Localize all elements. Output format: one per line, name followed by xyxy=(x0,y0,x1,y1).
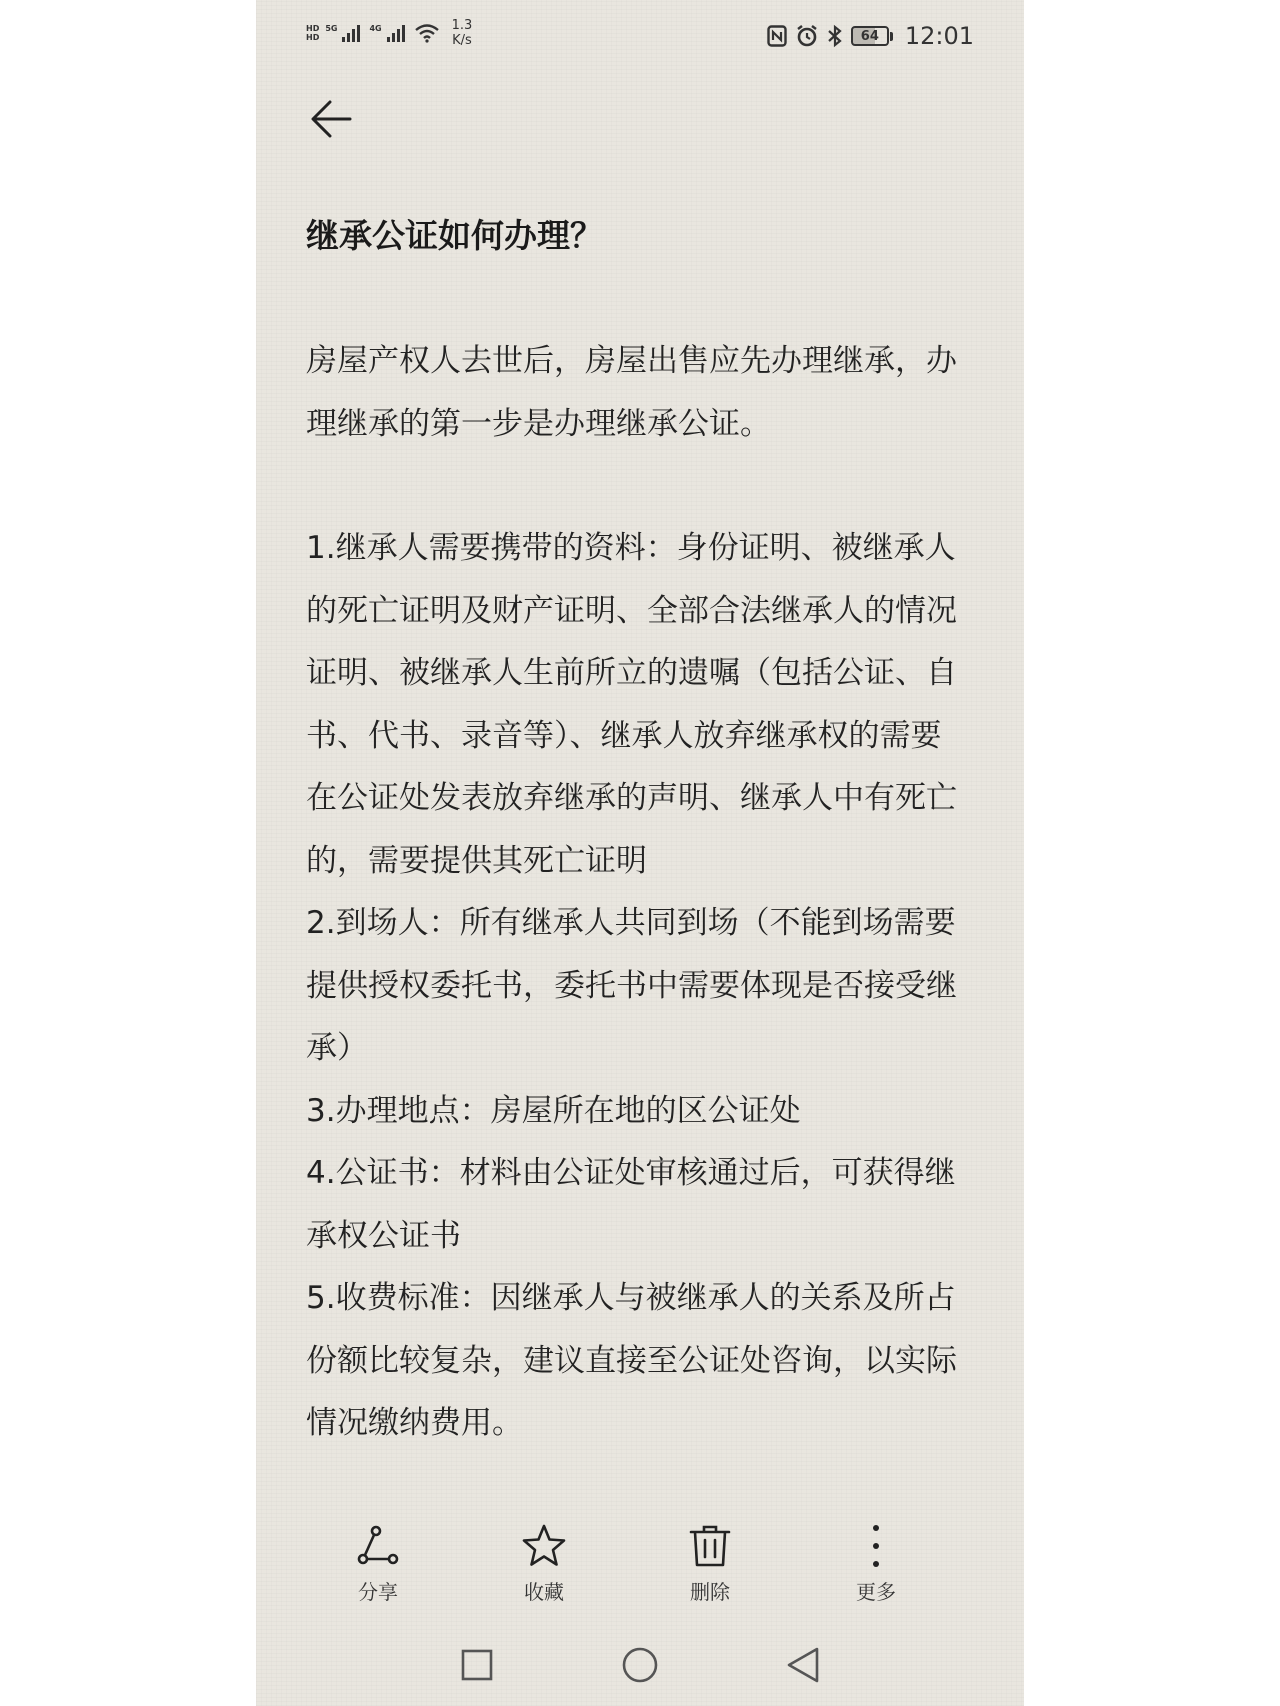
article-intro: 房屋产权人去世后，房屋出售应先办理继承，办理继承的第一步是办理继承公证。 xyxy=(306,343,957,442)
network1-label: 5G xyxy=(325,23,338,33)
signal-icon xyxy=(341,23,363,43)
paragraph-gap xyxy=(306,455,966,517)
triangle-back-icon xyxy=(785,1646,821,1684)
battery-cap xyxy=(890,32,893,41)
favorite-label: 收藏 xyxy=(524,1580,564,1604)
sim-indicators xyxy=(306,24,319,42)
trash-icon xyxy=(684,1520,736,1572)
article-item-3: 3.办理地点：房屋所在地的区公证处 xyxy=(306,1092,801,1129)
share-icon xyxy=(352,1520,404,1572)
action-bar xyxy=(256,1520,1024,1620)
back-arrow-icon xyxy=(308,96,354,142)
nav-back-button[interactable] xyxy=(778,1640,828,1690)
star-icon xyxy=(518,1520,570,1572)
wifi-icon xyxy=(414,23,440,43)
signal-icon-2 xyxy=(386,23,408,43)
alarm-icon xyxy=(795,24,819,48)
article-item-2: 2.到场人：所有继承人共同到场（不能到场需要提供授权委托书，委托书中需要体现是否接受继承） xyxy=(306,905,957,1066)
battery-indicator xyxy=(851,26,893,46)
favorite-button[interactable] xyxy=(484,1520,604,1605)
sim2-label: HD xyxy=(306,33,320,42)
sim1-label: HD xyxy=(306,24,320,33)
back-button[interactable] xyxy=(304,92,358,146)
more-label: 更多 xyxy=(856,1580,896,1604)
phone-screen xyxy=(256,0,1024,1706)
delete-button[interactable] xyxy=(650,1520,770,1605)
more-vertical-icon xyxy=(850,1520,902,1572)
network2-label: 4G xyxy=(369,23,382,33)
speed-value: 1.3 xyxy=(451,18,473,33)
article-item-4: 4.公证书：材料由公证处审核通过后，可获得继承权公证书 xyxy=(306,1155,956,1254)
status-bar xyxy=(256,0,1024,74)
navigation-bar xyxy=(256,1640,1024,1690)
circle-icon xyxy=(621,1646,659,1684)
nfc-icon xyxy=(767,25,787,47)
square-icon xyxy=(460,1648,494,1682)
share-label: 分享 xyxy=(358,1580,398,1604)
bluetooth-icon xyxy=(827,24,843,48)
nav-recent-button[interactable] xyxy=(452,1640,502,1690)
share-button[interactable] xyxy=(318,1520,438,1605)
article-title: 继承公证如何办理？ xyxy=(306,216,603,255)
more-button[interactable] xyxy=(816,1520,936,1605)
status-right xyxy=(767,22,974,50)
delete-label: 删除 xyxy=(690,1580,730,1604)
clock: 12:01 xyxy=(904,22,974,50)
nav-home-button[interactable] xyxy=(615,1640,665,1690)
network-speed xyxy=(452,18,473,48)
battery-level: 64 xyxy=(851,26,889,46)
article-body xyxy=(306,330,966,1455)
speed-unit: K/s xyxy=(452,33,472,48)
article-item-1: 1.继承人需要携带的资料：身份证明、被继承人的死亡证明及财产证明、全部合法继承人的情况证明、被继承人生前所立的遗嘱（包括公证、自书、代书、录音等）、继承人放弃继承权的需要在公证处发表放弃继承的声明、继承人中有死亡的，需要提供其死亡证明 xyxy=(306,530,957,879)
article-item-5: 5.收费标准：因继承人与被继承人的关系及所占份额比较复杂，建议直接至公证处咨询，以实际情况缴纳费用。 xyxy=(306,1280,957,1441)
status-left xyxy=(306,18,472,48)
